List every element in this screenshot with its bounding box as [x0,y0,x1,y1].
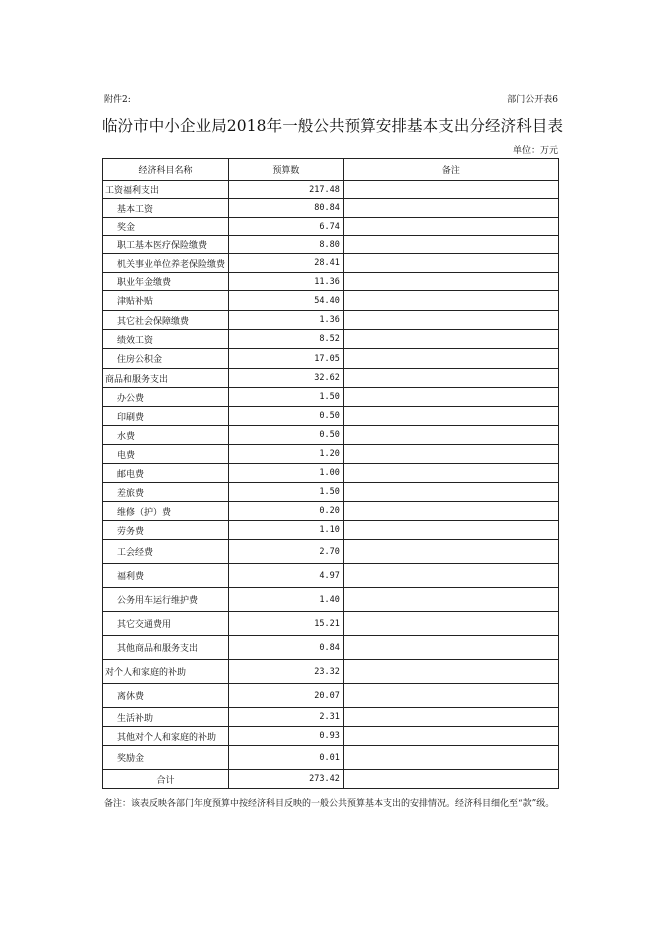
row-remark [343,369,558,388]
row-remark [343,502,558,521]
table-row [103,660,559,684]
row-remark [343,483,558,502]
table-row [103,236,559,254]
row-remark [343,388,558,407]
row-name: 奖励金 [103,746,229,770]
table-code: 部门公开表6 [507,95,558,105]
row-name: 劳务费 [103,521,229,540]
total-remark [343,770,558,789]
row-name: 其它交通费用 [103,612,229,636]
attachment-label: 附件2: [104,95,131,105]
table-row [103,291,559,311]
row-amount: 1.36 [229,311,344,330]
table-row [103,330,559,349]
budget-table [102,158,559,789]
row-amount: 28.41 [229,254,344,273]
row-name: 住房公积金 [103,349,229,369]
row-name: 印刷费 [103,407,229,426]
total-row [103,770,559,789]
table-row [103,254,559,273]
row-amount: 54.40 [229,291,344,311]
row-remark [343,426,558,445]
row-remark [343,588,558,612]
row-remark [343,564,558,588]
row-remark [343,291,558,311]
row-amount: 8.52 [229,330,344,349]
row-remark [343,199,558,218]
row-remark [343,236,558,254]
row-amount: 1.00 [229,464,344,483]
table-row [103,588,559,612]
row-name: 离休费 [103,684,229,708]
header-amount: 预算数 [229,159,344,181]
row-amount: 6.74 [229,218,344,236]
table-row [103,311,559,330]
row-amount: 2.31 [229,708,344,727]
table-row [103,388,559,407]
row-name: 维修（护）费 [103,502,229,521]
row-amount: 0.84 [229,636,344,660]
table-row [103,369,559,388]
row-name: 工资福利支出 [103,181,229,199]
row-amount: 0.20 [229,502,344,521]
row-remark [343,464,558,483]
row-name: 邮电费 [103,464,229,483]
row-name: 职业年金缴费 [103,273,229,291]
row-name: 奖金 [103,218,229,236]
row-name: 办公费 [103,388,229,407]
row-amount: 0.50 [229,426,344,445]
row-remark [343,254,558,273]
row-name: 基本工资 [103,199,229,218]
row-amount: 8.80 [229,236,344,254]
table-row [103,540,559,564]
row-name: 其他对个人和家庭的补助 [103,727,229,746]
row-name: 电费 [103,445,229,464]
table-row [103,636,559,660]
row-amount: 217.48 [229,181,344,199]
row-amount: 1.50 [229,483,344,502]
row-name: 差旅费 [103,483,229,502]
row-remark [343,727,558,746]
table-row [103,273,559,291]
table-row [103,199,559,218]
row-remark [343,218,558,236]
row-remark [343,181,558,199]
row-remark [343,612,558,636]
table-row [103,445,559,464]
table-row [103,407,559,426]
row-amount: 1.40 [229,588,344,612]
row-amount: 2.70 [229,540,344,564]
table-row [103,746,559,770]
row-name: 生活补助 [103,708,229,727]
row-name: 其他商品和服务支出 [103,636,229,660]
row-remark [343,660,558,684]
row-amount: 1.20 [229,445,344,464]
table-row [103,464,559,483]
row-amount: 0.93 [229,727,344,746]
page-title: 临汾市中小企业局2018年一般公共预算安排基本支出分经济科目表 [102,117,564,135]
row-remark [343,330,558,349]
row-name: 其它社会保障缴费 [103,311,229,330]
row-remark [343,684,558,708]
row-amount: 32.62 [229,369,344,388]
row-name: 公务用车运行维护费 [103,588,229,612]
row-remark [343,407,558,426]
row-remark [343,540,558,564]
row-amount: 80.84 [229,199,344,218]
table-row [103,426,559,445]
row-name: 对个人和家庭的补助 [103,660,229,684]
table-row [103,349,559,369]
row-amount: 11.36 [229,273,344,291]
table-header-row [103,159,559,181]
row-amount: 1.10 [229,521,344,540]
unit-label: 单位：万元 [512,146,558,156]
total-label: 合计 [103,770,229,789]
row-amount: 4.97 [229,564,344,588]
header-remark: 备注 [343,159,558,181]
row-remark [343,445,558,464]
row-remark [343,746,558,770]
row-amount: 17.05 [229,349,344,369]
row-remark [343,311,558,330]
header-name: 经济科目名称 [103,159,229,181]
table-row [103,181,559,199]
row-remark [343,349,558,369]
footnote: 备注：该表反映各部门年度预算中按经济科目反映的一般公共预算基本支出的安排情况。经济科目细化至“款”级。 [104,799,555,809]
row-name: 绩效工资 [103,330,229,349]
row-name: 水费 [103,426,229,445]
row-remark [343,636,558,660]
row-amount: 0.50 [229,407,344,426]
row-name: 工会经费 [103,540,229,564]
row-amount: 23.32 [229,660,344,684]
row-amount: 1.50 [229,388,344,407]
table-row [103,564,559,588]
row-name: 职工基本医疗保险缴费 [103,236,229,254]
row-amount: 20.07 [229,684,344,708]
table-row [103,502,559,521]
row-remark [343,273,558,291]
table-row [103,708,559,727]
table-row [103,483,559,502]
table-row [103,218,559,236]
row-remark [343,708,558,727]
table-body [103,159,559,789]
row-name: 商品和服务支出 [103,369,229,388]
table-row [103,521,559,540]
table-row [103,684,559,708]
row-amount: 0.01 [229,746,344,770]
row-name: 福利费 [103,564,229,588]
row-remark [343,521,558,540]
table-row [103,727,559,746]
row-name: 津贴补贴 [103,291,229,311]
row-amount: 15.21 [229,612,344,636]
row-name: 机关事业单位养老保险缴费 [103,254,229,273]
total-amount: 273.42 [229,770,344,789]
table-row [103,612,559,636]
